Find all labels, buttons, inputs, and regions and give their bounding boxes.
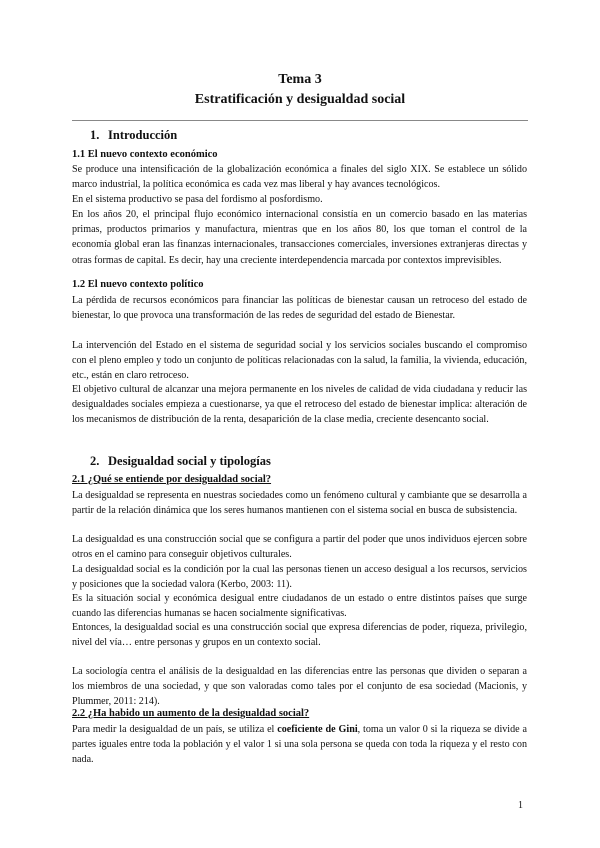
page-number: 1 [518, 800, 523, 811]
subsection-2-2-heading [72, 708, 309, 719]
paragraph-1-1-c: En los años 20, el principal flujo económico internacional consistía en un comercio basado en las materias primas, productos primarios y manufactura, mientras que en los años 80, los que toman el control de la economía global eran las finanzas internacionales, transacciones comerciales, inversiones extranjeras directas y otras formas de capital. Es decir, hay una creciente interdependencia marcada por contextos imprevisibles. [72, 209, 527, 266]
subsection-1-1-heading: 1.1 El nuevo contexto económico [72, 149, 218, 160]
paragraph-1-1-b: En el sistema productivo se pasa del fordismo al posfordismo. [72, 194, 323, 205]
paragraph-1-1-a: Se produce una intensificación de la globalización económica a finales del siglo XIX. Se establece un sólido marco industrial, la política económica es cada vez mas liberal y hay avances tecnológicos. [72, 164, 527, 191]
section-1-title: Introducción [108, 128, 178, 142]
paragraph-2-2-a [72, 722, 527, 768]
section-2-number: 2. [90, 454, 100, 468]
paragraph-1-2-c: El objetivo cultural de alcanzar una mejora permanente en los niveles de calidad de vida ciudadana y reducir las desigualdades sociales empieza a cuestionarse, ya que el retroceso del estado de bienestar implica: alteración de los mecanismos de distribución de la renta, desaparición de la clase media, creciente desencanto social. [72, 384, 527, 426]
subsection-1-2-heading: 1.2 El nuevo contexto político [72, 279, 204, 290]
paragraph-1-2-b: La intervención del Estado en el sistema de seguridad social y los servicios sociales buscando el compromiso con el pleno empleo y todo un conjunto de políticas relacionadas con la salud, la familia, la vivienda, educación, etc., están en claro retroceso. [72, 340, 527, 382]
paragraph-2-1-f: La sociología centra el análisis de la desigualdad en las diferencias entre las personas que dividen o separan a los miembros de una sociedad, y que son valoradas como tales por el conjunto de esa sociedad (Macionis, y Plummer, 2011: 214). [72, 666, 527, 708]
gini-text-after: , toma un valor 0 si la riqueza se divide a partes iguales entre toda la población y el valor 1 si una sola persona se queda con toda la riqueza y el resto con nada. [72, 724, 528, 766]
subsection-2-2-heading-text: 2.2 ¿Ha habido un aumento de la desigualdad social? [72, 708, 310, 719]
title-divider [72, 120, 528, 121]
paragraph-2-1-a: La desigualdad se representa en nuestras sociedades como un fenómeno cultural y cambiante que se desarrolla a partir de la relación dinámica que los seres humanos mantienen con el sistema social en busca de subsistencia. [72, 490, 527, 517]
subsection-2-1-heading-text: 2.1 ¿Qué se entiende por desigualdad social? [72, 474, 272, 485]
section-1-number: 1. [90, 128, 100, 142]
section-1-heading [90, 128, 177, 143]
subsection-2-1-heading [72, 474, 271, 485]
gini-coefficient-term: coeficiente de Gini [277, 724, 358, 735]
section-2-heading [90, 454, 271, 469]
paragraph-2-1-c: La desigualdad social es la condición por la cual las personas tienen un acceso desigual a los recursos, servicios y posiciones que la sociedad valora (Kerbo, 2003: 11). [72, 564, 527, 591]
doc-title-line1: Tema 3 [278, 72, 322, 87]
paragraph-2-1-b: La desigualdad es una construcción social que se configura a partir del poder que unos individuos ejercen sobre otros en el camino para conseguir objetivos culturales. [72, 534, 527, 561]
doc-title-line2: Estratificación y desigualdad social [194, 92, 406, 107]
gini-text-before: Para medir la desigualdad de un país, se utiliza el [72, 724, 278, 735]
paragraph-1-2-a: La pérdida de recursos económicos para financiar las políticas de bienestar causan un retroceso del estado de bienestar, lo que provoca una transformación de las redes de seguridad del estado de Bienestar. [72, 295, 527, 322]
paragraph-2-1-d: Es la situación social y económica desigual entre ciudadanos de un estado o entre distintos países que surge cuando las diferencias humanas se hacen socialmente significativas. [72, 593, 527, 620]
section-2-title: Desigualdad social y tipologías [108, 454, 271, 468]
paragraph-2-1-e: Entonces, la desigualdad social es una construcción social que expresa diferencias de poder, riqueza, privilegio, nivel del vía… entre personas y grupos en un contexto social. [72, 622, 527, 649]
